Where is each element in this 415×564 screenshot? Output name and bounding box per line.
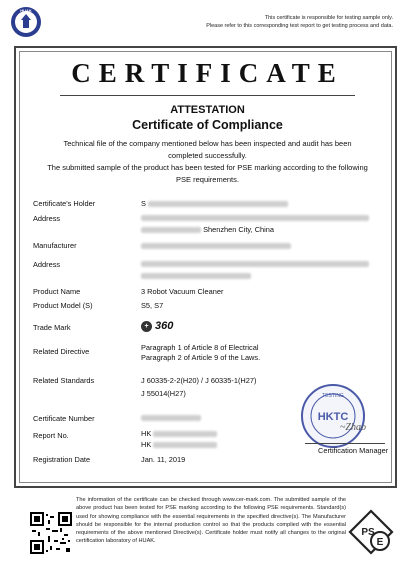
title-divider [60, 95, 355, 96]
trademark-text: 360 [155, 320, 174, 332]
redacted-block [141, 415, 201, 421]
intro-line-1: Technical file of the company mentioned below has been inspected and audit has been [63, 139, 352, 148]
certificate-title: CERTIFICATE [71, 58, 344, 88]
redacted-block [153, 442, 217, 448]
redacted-block [141, 261, 369, 267]
seal-ring-text: TESTING [322, 393, 344, 399]
trademark-logo [141, 320, 173, 332]
trademark-symbol-icon: + [141, 321, 152, 332]
disclaimer-note [206, 14, 393, 30]
hktc-seal [300, 383, 366, 449]
address2-label: Address [33, 260, 61, 269]
intro-line-4: PSE requirements. [176, 175, 239, 184]
seal-center-text: HKTC [317, 411, 349, 423]
product-model-value: S5, S7 [141, 301, 164, 310]
footer-disclaimer: The information of the certificate can be checked through www.cer-mark.com. The submitted sample of the above product has been tested for PSE marking according to the following PSE requirements. Standard(s) used for showing compliance with the essential requirements in the specified directive(s). The Manufacturer should be responsible for the internal production control so that the products complied with the essential requirements of the above mentioned Directive(s). Certificate holder must notify all changes to the original certification laboratory of HUAK. [76, 497, 346, 545]
redacted-block [141, 273, 251, 279]
product-model-label: Product Model (S) [33, 301, 93, 310]
address-label: Address [33, 214, 61, 223]
redacted-block [148, 201, 288, 207]
report-no-prefix-2: HK [141, 440, 152, 449]
svg-text:E: E [376, 537, 384, 548]
coc-heading: Certificate of Compliance [132, 118, 283, 132]
pse-mark-text: PS [361, 527, 375, 538]
address-value [141, 213, 369, 222]
logo-text: HUAK [20, 8, 32, 13]
address-value-line-2 [141, 225, 274, 234]
redacted-block [141, 243, 291, 249]
report-no-prefix-1: HK [141, 429, 152, 438]
redacted-block [141, 215, 369, 221]
manufacturer-value [141, 241, 291, 250]
note-line-1: This certificate is responsible for testing sample only. [264, 15, 393, 21]
reg-date-label: Registration Date [33, 455, 91, 464]
redacted-block [141, 227, 201, 233]
reg-date-value: Jan. 11, 2019 [141, 455, 186, 464]
address2-value-line-2 [141, 271, 251, 280]
report-no-label: Report No. [33, 431, 69, 440]
report-no-line-2 [141, 440, 217, 449]
intro-line-3: The submitted sample of the product has been tested for PSE marking according to the following [47, 163, 368, 172]
huak-logo [10, 6, 42, 38]
address2-value [141, 259, 369, 268]
intro-line-2: completed successfully. [168, 151, 247, 160]
holder-value-text: S [141, 199, 146, 208]
intro-paragraph [40, 138, 375, 186]
directive-line-1: Paragraph 1 of Article 8 of Electrical [141, 343, 259, 352]
holder-label: Certificate's Holder [33, 199, 96, 208]
report-no-line-1 [141, 429, 217, 438]
standards-line-2: J 55014(H27) [141, 389, 186, 398]
signature-icon: ~Zhao [340, 422, 366, 433]
holder-value [141, 199, 288, 208]
standards-line-1: J 60335-2-2(H20) / J 60335-1(H27) [141, 376, 257, 385]
pse-mark-icon [347, 508, 395, 556]
cert-number-value [141, 413, 201, 422]
product-name-value: 3 Robot Vacuum Cleaner [141, 287, 224, 296]
trademark-label: Trade Mark [33, 323, 71, 332]
signature-line [305, 443, 385, 444]
redacted-block [153, 431, 217, 437]
address-city: Shenzhen City, China [203, 225, 274, 234]
product-name-label: Product Name [33, 287, 81, 296]
attestation-heading: ATTESTATION [170, 104, 245, 116]
note-line-2: Please refer to this corresponding test report to get testing process and data. [206, 23, 393, 29]
trademark-value [141, 320, 173, 332]
manufacturer-label: Manufacturer [33, 241, 77, 250]
signer-role: Certification Manager [318, 446, 389, 455]
directive-label: Related Directive [33, 347, 90, 356]
qr-code-icon [30, 512, 72, 554]
directive-line-2: Paragraph 2 of Article 9 of the Laws. [141, 353, 261, 362]
cert-number-label: Certificate Number [33, 414, 95, 423]
standards-label: Related Standards [33, 376, 95, 385]
